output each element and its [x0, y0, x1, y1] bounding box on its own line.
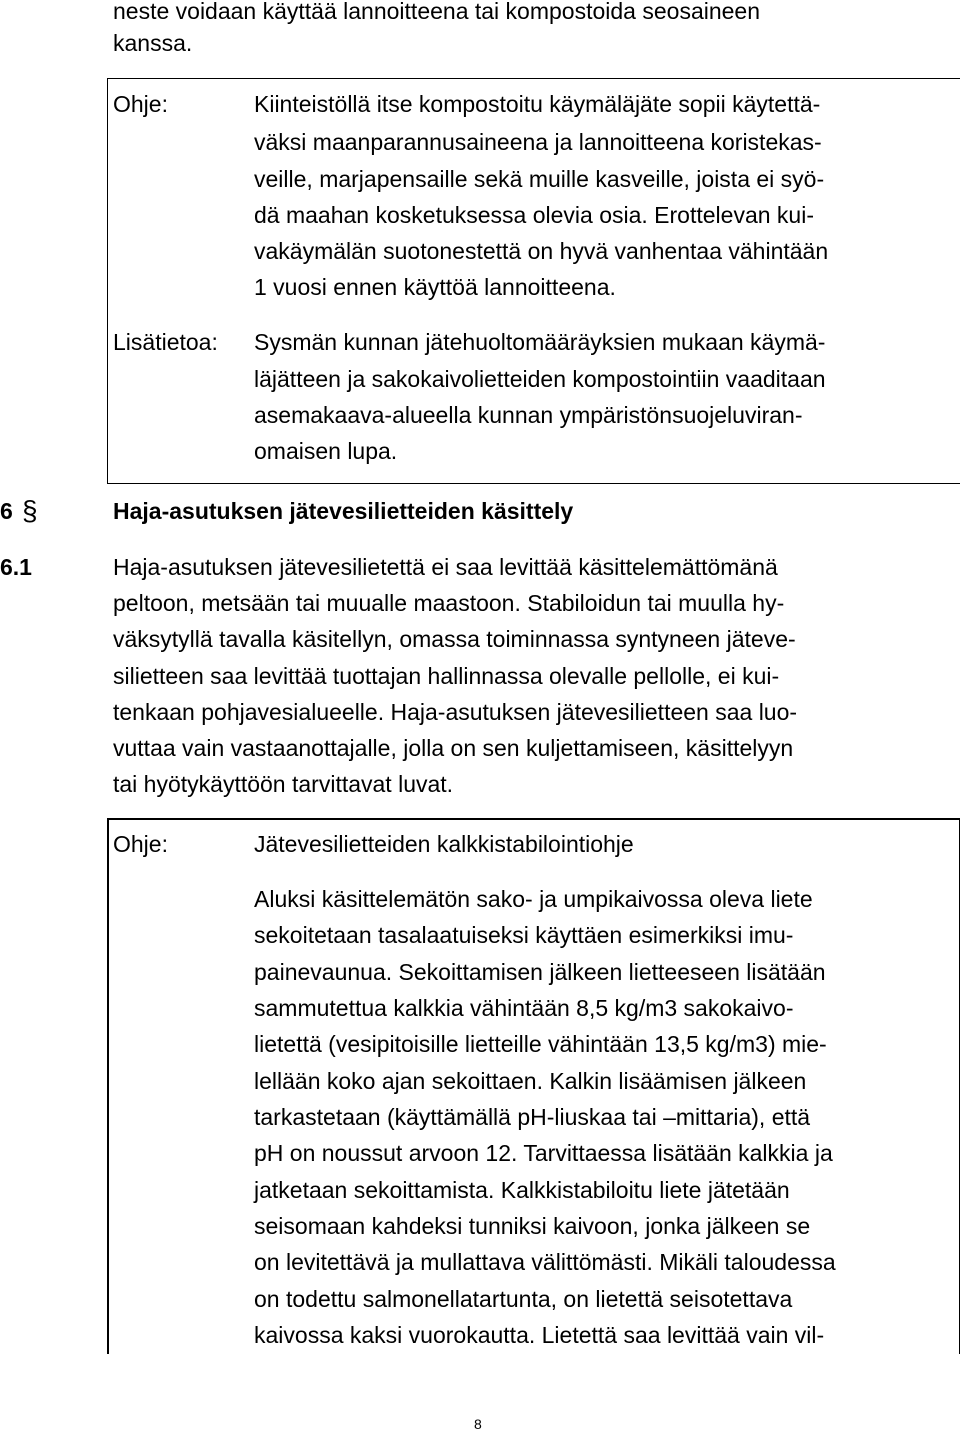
- lisatietoa-text-line: asemakaava-alueella kunnan ympäristönsuojeluviran-: [254, 402, 803, 428]
- box2-top-border: [107, 818, 960, 820]
- lisatietoa-text-line: läjätteen ja sakokaivolietteiden kompostointiin vaaditaan: [254, 366, 826, 392]
- box2-text-line: on levitettävä ja mullattava välittömästi. Mikäli taloudessa: [254, 1249, 836, 1275]
- section-number: 6: [0, 498, 13, 524]
- lisatietoa-label: Lisätietoa:: [113, 329, 218, 355]
- box2-text-line: painevaunua. Sekoittamisen jälkeen lietteeseen lisätään: [254, 959, 826, 985]
- ohje-label: Ohje:: [113, 91, 168, 117]
- subsection-line: tenkaan pohjavesialueelle. Haja-asutuksen jätevesilietteen saa luo-: [113, 699, 798, 725]
- box2-left-border: [107, 818, 109, 1354]
- lisatietoa-text-line: omaisen lupa.: [254, 438, 398, 464]
- subsection-number: 6.1: [0, 554, 32, 580]
- box2-text-line: tarkastetaan (käyttämällä pH-liuskaa tai –mittaria), että: [254, 1104, 811, 1130]
- subsection-line: silietteen saa levittää tuottajan hallinnassa olevalle pellolle, ei kui-: [113, 663, 780, 689]
- box2-text-line: Aluksi käsittelemätön sako- ja umpikaivossa oleva liete: [254, 886, 813, 912]
- box2-text-line: kaivossa kaksi vuorokautta. Lietettä saa levittää vain vil-: [254, 1322, 825, 1348]
- section-sign: §: [22, 495, 38, 526]
- ohje-text-line: väksi maanparannusaineena ja lannoitteena koristekas-: [254, 129, 822, 155]
- ohje-label: Ohje:: [113, 831, 168, 857]
- section-title: Haja-asutuksen jätevesilietteiden käsittely: [113, 498, 574, 524]
- ohje-text-line: veille, marjapensaille sekä muille kasveille, joista ei syö-: [254, 166, 825, 192]
- intro-line: kanssa.: [113, 30, 193, 56]
- box2-text-line: on todettu salmonellatartunta, on lietettä seisotettava: [254, 1286, 793, 1312]
- subsection-line: peltoon, metsään tai muualle maastoon. Stabiloidun tai muulla hy-: [113, 590, 785, 616]
- box2-text-line: sammutettua kalkkia vähintään 8,5 kg/m3 sakokaivo-: [254, 995, 794, 1021]
- box2-text-line: pH on noussut arvoon 12. Tarvittaessa lisätään kalkkia ja: [254, 1140, 833, 1166]
- box2-title: Jätevesilietteiden kalkkistabilointiohje: [254, 831, 634, 857]
- subsection-line: väksytyllä tavalla käsitellyn, omassa toiminnassa syntyneen jäteve-: [113, 626, 796, 652]
- box2-text-line: sekoitetaan tasalaatuiseksi käyttäen esimerkiksi imu-: [254, 922, 794, 948]
- ohje-text-line: dä maahan kosketuksessa olevia osia. Erottelevan kui-: [254, 202, 814, 228]
- subsection-line: Haja-asutuksen jätevesilietettä ei saa levittää käsittelemättömänä: [113, 554, 778, 580]
- subsection-line: tai hyötykäyttöön tarvittavat luvat.: [113, 771, 454, 797]
- lisatietoa-text-line: Sysmän kunnan jätehuoltomääräyksien mukaan käymä-: [254, 329, 826, 355]
- box2-text-line: lietettä (vesipitoisille lietteille vähintään 13,5 kg/m3) mie-: [254, 1031, 827, 1057]
- box2-text-line: lellään koko ajan sekoittaen. Kalkin lisäämisen jälkeen: [254, 1068, 807, 1094]
- ohje-text-line: 1 vuosi ennen käyttöä lannoitteena.: [254, 274, 616, 300]
- box2-text-line: seisomaan kahdeksi tunniksi kaivoon, jonka jälkeen se: [254, 1213, 811, 1239]
- ohje-text-line: vakäymälän suotonestettä on hyvä vanhentaa vähintään: [254, 238, 829, 264]
- subsection-line: vuttaa vain vastaanottajalle, jolla on sen kuljettamiseen, käsittelyyn: [113, 735, 794, 761]
- ohje-text-line: Kiinteistöllä itse kompostoitu käymäläjäte sopii käytettä-: [254, 91, 821, 117]
- box2-text-line: jatketaan sekoittamista. Kalkkistabiloitu liete jätetään: [254, 1177, 790, 1203]
- page-number: 8: [474, 1416, 482, 1432]
- intro-line: neste voidaan käyttää lannoitteena tai kompostoida seosaineen: [113, 0, 761, 24]
